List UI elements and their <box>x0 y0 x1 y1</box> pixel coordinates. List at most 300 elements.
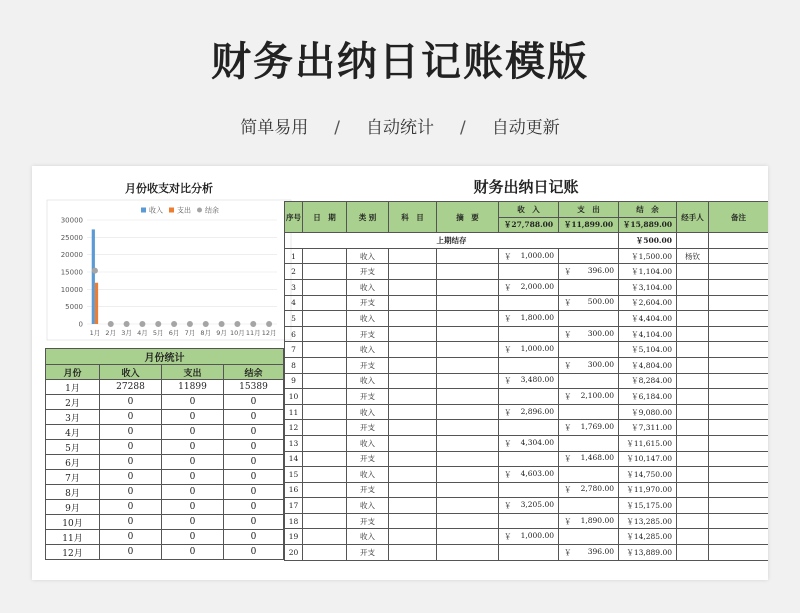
handler-cell <box>677 404 709 420</box>
expense-cell-value: 2,100.00 <box>580 390 614 400</box>
table-row <box>285 373 769 389</box>
month-cell: 12月 <box>46 545 100 560</box>
table-row <box>285 467 769 483</box>
subject-cell <box>389 513 437 529</box>
balance-cell: ￥8,284.00 <box>619 373 677 389</box>
category-cell: 收入 <box>347 373 389 389</box>
y-tick-label: 10000 <box>60 285 83 294</box>
summary-cell <box>437 342 499 358</box>
category-cell: 收入 <box>347 404 389 420</box>
point-结余 <box>250 321 256 327</box>
handler-cell: 杨钦 <box>677 248 709 264</box>
income-cell: 0 <box>100 530 162 545</box>
expense-cell <box>559 435 619 451</box>
handler-cell <box>677 373 709 389</box>
subject-cell <box>389 311 437 327</box>
note-cell <box>709 498 769 514</box>
category-cell: 收入 <box>347 467 389 483</box>
income-cell <box>499 545 559 561</box>
income-cell-value: 4,603.00 <box>520 468 554 478</box>
expense-cell <box>559 357 619 373</box>
x-tick-label: 10月 <box>230 329 245 337</box>
spreadsheet-preview <box>32 166 768 580</box>
expense-cell: 0 <box>162 470 224 485</box>
income-cell <box>499 264 559 280</box>
month-cell: 1月 <box>46 380 100 395</box>
x-tick-label: 3月 <box>121 329 132 337</box>
expense-cell <box>559 295 619 311</box>
summary-cell <box>437 451 499 467</box>
subject-cell <box>389 295 437 311</box>
income-cell <box>499 420 559 436</box>
table-row <box>285 389 769 405</box>
seq-cell: 11 <box>285 404 303 420</box>
legend-marker <box>169 208 174 213</box>
point-结余 <box>155 321 161 327</box>
handler-cell <box>677 420 709 436</box>
category-cell: 收入 <box>347 248 389 264</box>
note-cell <box>709 467 769 483</box>
yen-sign: ￥ <box>564 485 572 495</box>
subject-cell <box>389 248 437 264</box>
income-cell: 0 <box>100 395 162 410</box>
subject-cell <box>389 357 437 373</box>
table-row <box>285 545 769 561</box>
yen-sign: ￥ <box>564 547 572 557</box>
table-row <box>46 410 284 425</box>
balance-cell: ￥11,970.00 <box>619 482 677 498</box>
expense-cell <box>559 451 619 467</box>
month-cell: 3月 <box>46 410 100 425</box>
seq-cell: 14 <box>285 451 303 467</box>
month-cell: 9月 <box>46 500 100 515</box>
date-cell <box>303 467 347 483</box>
col-income: 收入 <box>100 365 162 380</box>
yen-sign: ￥ <box>504 376 512 386</box>
income-cell <box>499 357 559 373</box>
table-row <box>285 451 769 467</box>
category-cell: 收入 <box>347 435 389 451</box>
table-row <box>285 357 769 373</box>
yen-sign: ￥ <box>504 313 512 323</box>
seq-cell: 18 <box>285 513 303 529</box>
y-tick-label: 30000 <box>60 216 83 225</box>
yen-sign: ￥ <box>504 532 512 542</box>
seq-cell: 15 <box>285 467 303 483</box>
note-cell <box>709 451 769 467</box>
y-tick-label: 15000 <box>60 268 83 277</box>
seq-cell: 12 <box>285 420 303 436</box>
category-cell: 开支 <box>347 482 389 498</box>
balance-cell: 0 <box>224 440 284 455</box>
note-cell <box>709 326 769 342</box>
balance-cell: 0 <box>224 530 284 545</box>
note-cell <box>709 295 769 311</box>
yen-sign: ￥ <box>504 407 512 417</box>
seq-cell: 5 <box>285 311 303 327</box>
table-row <box>46 380 284 395</box>
balance-cell: 0 <box>224 515 284 530</box>
date-cell <box>303 373 347 389</box>
note-cell <box>709 545 769 561</box>
subject-cell <box>389 342 437 358</box>
date-cell <box>303 513 347 529</box>
yen-sign: ￥ <box>564 516 572 526</box>
col-summary: 摘 要 <box>437 202 499 233</box>
table-row <box>46 395 284 410</box>
bar-支出 <box>95 283 98 324</box>
income-cell <box>499 482 559 498</box>
legend-label: 支出 <box>177 206 191 215</box>
balance-cell: ￥9,080.00 <box>619 404 677 420</box>
income-cell: 0 <box>100 440 162 455</box>
note-cell <box>709 404 769 420</box>
balance-cell: 0 <box>224 455 284 470</box>
date-cell <box>303 311 347 327</box>
col-balance: 结 余 <box>619 202 677 218</box>
summary-cell <box>437 513 499 529</box>
month-cell: 11月 <box>46 530 100 545</box>
summary-cell <box>437 467 499 483</box>
total-income: ￥27,788.00 <box>499 217 559 233</box>
y-tick-label: 0 <box>78 320 83 329</box>
legend-marker <box>141 208 146 213</box>
x-tick-label: 2月 <box>105 329 117 337</box>
income-cell <box>499 295 559 311</box>
balance-cell: ￥1,500.00 <box>619 248 677 264</box>
table-row <box>285 420 769 436</box>
date-cell <box>303 326 347 342</box>
balance-cell: ￥14,285.00 <box>619 529 677 545</box>
expense-cell <box>559 529 619 545</box>
subject-cell <box>389 389 437 405</box>
balance-cell: 0 <box>224 500 284 515</box>
expense-cell <box>559 420 619 436</box>
category-cell: 开支 <box>347 357 389 373</box>
x-tick-label: 12月 <box>261 329 277 337</box>
seq-cell: 19 <box>285 529 303 545</box>
x-tick-label: 1月 <box>89 329 101 337</box>
date-cell <box>303 451 347 467</box>
balance-cell: ￥3,104.00 <box>619 279 677 295</box>
handler-cell <box>677 513 709 529</box>
income-cell <box>499 404 559 420</box>
month-cell: 6月 <box>46 455 100 470</box>
yen-sign: ￥ <box>504 469 512 479</box>
balance-cell: 0 <box>224 485 284 500</box>
income-cell-value: 2,896.00 <box>520 406 554 416</box>
expense-cell <box>559 311 619 327</box>
expense-cell-value: 396.00 <box>587 546 614 556</box>
yen-sign: ￥ <box>504 251 512 261</box>
balance-cell: ￥4,104.00 <box>619 326 677 342</box>
seq-cell: 8 <box>285 357 303 373</box>
seq-cell: 4 <box>285 295 303 311</box>
expense-cell: 0 <box>162 485 224 500</box>
summary-cell <box>437 404 499 420</box>
point-结余 <box>92 268 98 274</box>
income-cell-value: 1,000.00 <box>520 344 554 354</box>
category-cell: 开支 <box>347 295 389 311</box>
table-row <box>285 326 769 342</box>
point-结余 <box>266 321 272 327</box>
handler-cell <box>677 264 709 280</box>
income-cell: 0 <box>100 410 162 425</box>
note-cell <box>709 279 769 295</box>
expense-cell: 0 <box>162 545 224 560</box>
handler-cell <box>677 529 709 545</box>
expense-cell <box>559 513 619 529</box>
yen-sign: ￥ <box>504 282 512 292</box>
col-subject: 科 目 <box>389 202 437 233</box>
point-结余 <box>234 321 240 327</box>
summary-cell <box>437 373 499 389</box>
income-cell-value: 2,000.00 <box>520 281 554 291</box>
income-cell: 0 <box>100 470 162 485</box>
x-tick-label: 9月 <box>216 329 227 337</box>
table-row <box>46 455 284 470</box>
point-结余 <box>139 321 145 327</box>
summary-cell <box>437 389 499 405</box>
month-cell: 4月 <box>46 425 100 440</box>
date-cell <box>303 357 347 373</box>
handler-cell <box>677 482 709 498</box>
table-row <box>46 485 284 500</box>
balance-cell: ￥13,889.00 <box>619 545 677 561</box>
handler-cell <box>677 311 709 327</box>
income-cell <box>499 389 559 405</box>
feature-tags <box>0 113 800 138</box>
subject-cell <box>389 467 437 483</box>
seq-cell: 6 <box>285 326 303 342</box>
yen-sign: ￥ <box>564 298 572 308</box>
expense-cell-value: 396.00 <box>587 266 614 276</box>
balance-cell: ￥4,404.00 <box>619 311 677 327</box>
expense-cell <box>559 248 619 264</box>
yen-sign: ￥ <box>564 360 572 370</box>
income-cell-value: 3,205.00 <box>520 500 554 510</box>
table-row <box>46 515 284 530</box>
ledger-table <box>284 201 768 561</box>
category-cell: 收入 <box>347 279 389 295</box>
handler-cell <box>677 498 709 514</box>
date-cell <box>303 498 347 514</box>
table-row <box>46 440 284 455</box>
category-cell: 开支 <box>347 451 389 467</box>
summary-cell <box>437 264 499 280</box>
date-cell <box>303 279 347 295</box>
handler-cell <box>677 389 709 405</box>
expense-cell <box>559 467 619 483</box>
date-cell <box>303 264 347 280</box>
yen-sign: ￥ <box>564 454 572 464</box>
seq-cell: 2 <box>285 264 303 280</box>
handler-cell <box>677 545 709 561</box>
seq-cell: 17 <box>285 498 303 514</box>
date-cell <box>303 342 347 358</box>
balance-cell: ￥11,615.00 <box>619 435 677 451</box>
tag-auto-stat: 自动统计 <box>366 118 434 138</box>
income-cell <box>499 451 559 467</box>
tag-separator: / <box>460 118 466 138</box>
monthly-chart <box>45 172 293 342</box>
income-cell: 27288 <box>100 380 162 395</box>
balance-cell: ￥6,184.00 <box>619 389 677 405</box>
seq-cell: 3 <box>285 279 303 295</box>
subject-cell <box>389 279 437 295</box>
income-cell: 0 <box>100 515 162 530</box>
subject-cell <box>389 482 437 498</box>
note-cell <box>709 248 769 264</box>
table-row <box>285 435 769 451</box>
col-expense: 支出 <box>162 365 224 380</box>
handler-cell <box>677 357 709 373</box>
income-cell <box>499 373 559 389</box>
carry-balance: ￥500.00 <box>619 233 677 249</box>
table-row <box>46 545 284 560</box>
seq-cell: 9 <box>285 373 303 389</box>
income-cell <box>499 311 559 327</box>
expense-cell <box>559 498 619 514</box>
expense-cell: 0 <box>162 410 224 425</box>
note-cell <box>709 420 769 436</box>
table-row <box>285 264 769 280</box>
expense-cell <box>559 342 619 358</box>
handler-cell <box>677 295 709 311</box>
expense-cell <box>559 264 619 280</box>
col-seq: 序号 <box>285 202 303 233</box>
note-cell <box>709 357 769 373</box>
expense-cell: 0 <box>162 500 224 515</box>
x-tick-label: 11月 <box>245 329 261 337</box>
seq-cell: 7 <box>285 342 303 358</box>
income-cell-value: 4,304.00 <box>520 437 554 447</box>
income-cell <box>499 248 559 264</box>
yen-sign: ￥ <box>504 345 512 355</box>
col-income: 收 入 <box>499 202 559 218</box>
handler-cell <box>677 451 709 467</box>
yen-sign: ￥ <box>564 329 572 339</box>
seq-cell: 20 <box>285 545 303 561</box>
expense-cell-value: 500.00 <box>587 297 614 307</box>
note-cell <box>709 389 769 405</box>
col-note: 备注 <box>709 202 769 233</box>
expense-cell-value: 300.00 <box>587 328 614 338</box>
month-cell: 10月 <box>46 515 100 530</box>
summary-cell <box>437 295 499 311</box>
category-cell: 收入 <box>347 529 389 545</box>
date-cell <box>303 482 347 498</box>
date-cell <box>303 420 347 436</box>
income-cell: 0 <box>100 545 162 560</box>
month-cell: 5月 <box>46 440 100 455</box>
y-tick-label: 5000 <box>65 303 83 312</box>
table-row <box>46 530 284 545</box>
chart-plot <box>45 172 293 342</box>
expense-cell <box>559 482 619 498</box>
point-结余 <box>108 321 114 327</box>
table-row <box>46 500 284 515</box>
note-cell <box>709 373 769 389</box>
category-cell: 开支 <box>347 513 389 529</box>
monthly-stats-title: 月份统计 <box>46 349 284 365</box>
date-cell <box>303 529 347 545</box>
income-cell-value: 3,480.00 <box>520 375 554 385</box>
balance-cell: ￥15,175.00 <box>619 498 677 514</box>
subject-cell <box>389 498 437 514</box>
expense-cell <box>559 545 619 561</box>
income-cell-value: 1,800.00 <box>520 312 554 322</box>
col-date: 日 期 <box>303 202 347 233</box>
income-cell <box>499 529 559 545</box>
yen-sign: ￥ <box>504 438 512 448</box>
balance-cell: 0 <box>224 470 284 485</box>
income-cell <box>499 513 559 529</box>
expense-cell <box>559 389 619 405</box>
income-cell: 0 <box>100 485 162 500</box>
income-cell <box>499 326 559 342</box>
handler-cell <box>677 279 709 295</box>
seq-cell: 1 <box>285 248 303 264</box>
total-expense: ￥11,899.00 <box>559 217 619 233</box>
category-cell: 收入 <box>347 498 389 514</box>
legend-label: 结余 <box>205 206 219 215</box>
subject-cell <box>389 451 437 467</box>
balance-cell: 0 <box>224 410 284 425</box>
summary-cell <box>437 248 499 264</box>
expense-cell <box>559 404 619 420</box>
point-结余 <box>124 321 130 327</box>
expense-cell: 0 <box>162 395 224 410</box>
point-结余 <box>219 321 225 327</box>
income-cell: 0 <box>100 425 162 440</box>
balance-cell: ￥1,104.00 <box>619 264 677 280</box>
col-balance: 结余 <box>224 365 284 380</box>
handler-cell <box>677 435 709 451</box>
summary-cell <box>437 420 499 436</box>
table-row <box>46 425 284 440</box>
table-row <box>285 295 769 311</box>
col-month: 月份 <box>46 365 100 380</box>
table-row <box>285 342 769 358</box>
table-row <box>285 311 769 327</box>
expense-cell: 0 <box>162 455 224 470</box>
subject-cell <box>389 529 437 545</box>
seq-cell: 16 <box>285 482 303 498</box>
month-cell: 7月 <box>46 470 100 485</box>
month-cell: 2月 <box>46 395 100 410</box>
summary-cell <box>437 311 499 327</box>
income-cell: 0 <box>100 455 162 470</box>
col-expense: 支 出 <box>559 202 619 218</box>
subject-cell <box>389 420 437 436</box>
carry-forward-row <box>285 233 769 249</box>
table-row <box>285 404 769 420</box>
table-row <box>285 529 769 545</box>
table-row <box>46 470 284 485</box>
income-cell <box>499 467 559 483</box>
legend-marker <box>197 208 202 213</box>
category-cell: 开支 <box>347 389 389 405</box>
date-cell <box>303 295 347 311</box>
balance-cell: 0 <box>224 425 284 440</box>
total-balance: ￥15,889.00 <box>619 217 677 233</box>
tag-auto-update: 自动更新 <box>491 118 560 138</box>
x-tick-label: 6月 <box>168 329 180 337</box>
tag-separator: / <box>334 118 340 138</box>
income-cell <box>499 279 559 295</box>
summary-cell <box>437 326 499 342</box>
